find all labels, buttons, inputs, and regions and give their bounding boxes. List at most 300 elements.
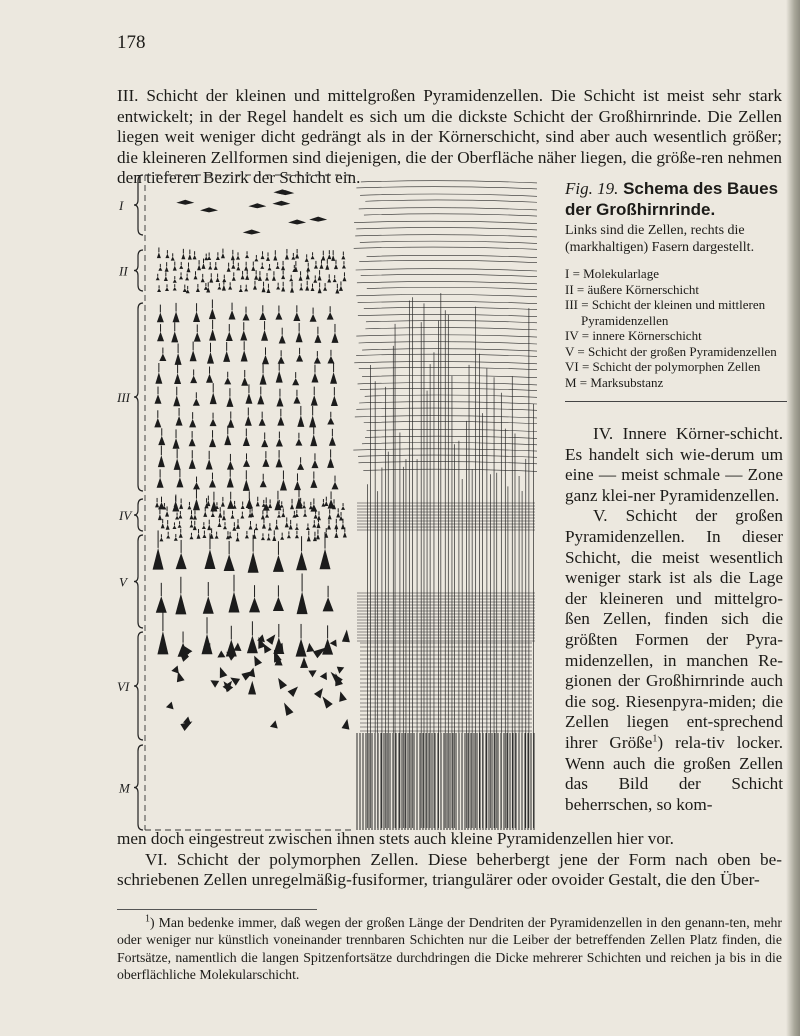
tangential-fiber bbox=[360, 194, 537, 196]
pyramidal-cell bbox=[221, 501, 225, 506]
pyramidal-cell bbox=[273, 555, 284, 572]
pyramidal-cell bbox=[281, 274, 285, 279]
pyramidal-cell bbox=[181, 253, 185, 259]
pyramidal-cell bbox=[334, 264, 338, 269]
pyramidal-cell bbox=[330, 372, 337, 384]
pyramidal-cell bbox=[217, 522, 221, 527]
pyramidal-cell bbox=[306, 273, 310, 279]
tangential-fiber bbox=[356, 187, 537, 189]
pyramidal-cell bbox=[341, 506, 345, 510]
pyramidal-cell bbox=[176, 553, 187, 569]
horizontal-cell bbox=[243, 230, 261, 235]
pyramidal-cell bbox=[158, 514, 162, 520]
pyramidal-cell bbox=[262, 458, 269, 467]
tangential-fiber bbox=[356, 408, 537, 410]
layer-label-vi: VI bbox=[117, 679, 130, 694]
polymorphic-cell bbox=[216, 665, 227, 678]
pyramidal-cell bbox=[309, 415, 316, 427]
pyramidal-cell bbox=[227, 267, 231, 272]
pyramidal-cell bbox=[297, 463, 304, 470]
pyramidal-cell bbox=[188, 254, 192, 260]
pyramidal-cell bbox=[253, 285, 257, 290]
layer-brace bbox=[134, 499, 143, 531]
pyramidal-cell bbox=[310, 314, 317, 322]
pyramidal-cell bbox=[254, 274, 258, 279]
layer-label-i: I bbox=[119, 198, 124, 213]
pyramidal-cell bbox=[173, 266, 177, 271]
tangential-fiber bbox=[356, 228, 537, 230]
pyramidal-cell bbox=[261, 514, 265, 519]
pyramidal-cell bbox=[261, 439, 268, 447]
pyramidal-cell bbox=[165, 254, 169, 258]
pyramidal-cell bbox=[259, 312, 266, 320]
pyramidal-cell bbox=[209, 277, 213, 282]
pyramidal-cell bbox=[290, 287, 294, 293]
figure-caption bbox=[565, 178, 790, 390]
polymorphic-cell bbox=[233, 642, 241, 651]
pyramidal-cell bbox=[245, 274, 249, 279]
pyramidal-cell bbox=[327, 417, 334, 424]
polymorphic-cell bbox=[275, 676, 287, 689]
pyramidal-cell bbox=[190, 376, 197, 384]
pyramidal-cell bbox=[343, 532, 347, 538]
pyramidal-cell bbox=[297, 592, 308, 615]
intro-paragraph: III. Schicht der kleinen und mittelgroßen Pyramidenzellen. Die Schicht ist meist sehr stark entwickelt; in der Regel handelt es sich um die dickste Schicht der Großhirnrinde. Die Zellen liegen weit weniger dicht gedrängt als in der Körnerschicht, sind aber auch wesentlich größer; die kleineren Zellformen sind diejenigen, die der Oberfläche näher liegen, die größe-ren nehmen den tieferen Bezirk der Schicht ein. bbox=[117, 86, 782, 188]
pyramidal-cell bbox=[289, 524, 293, 529]
footnote-text: ) Man bedenke immer, daß wegen der großen Länge der Dendriten der Pyramidenzellen in den genann-ten, mehr oder weniger nur künstlich voneinander trennbaren Schichten nur die Leiber der betreffenden Zellen Platz finden, die Fortsätze, namentlich die langen Spitzenfortsätze durchdringen die Dicke mehrerer Schichten und reichen ja bis in die oberflächliche Molekularschicht. bbox=[117, 915, 782, 982]
pyramidal-cell bbox=[241, 505, 245, 509]
tangential-fiber bbox=[364, 214, 537, 216]
pyramidal-cell bbox=[262, 355, 269, 364]
pyramidal-cell bbox=[209, 308, 216, 319]
pyramidal-cell bbox=[299, 275, 303, 280]
pyramidal-cell bbox=[229, 310, 236, 319]
pyramidal-cell bbox=[327, 254, 331, 259]
pyramidal-cell bbox=[224, 377, 231, 384]
pyramidal-cell bbox=[289, 278, 293, 282]
polymorphic-cell bbox=[334, 663, 344, 673]
pyramidal-cell bbox=[290, 503, 294, 509]
pyramidal-cell bbox=[204, 286, 208, 290]
pyramidal-cell bbox=[202, 634, 213, 655]
layer-brace bbox=[134, 745, 143, 830]
pyramidal-cell bbox=[197, 533, 201, 538]
pyramidal-cell bbox=[174, 537, 178, 541]
pyramidal-cell bbox=[295, 526, 299, 530]
pyramidal-cell bbox=[161, 523, 165, 528]
layer-brace bbox=[134, 632, 143, 740]
pyramidal-cell bbox=[268, 267, 272, 271]
pyramidal-cell bbox=[203, 596, 214, 614]
pyramidal-cell bbox=[305, 285, 309, 290]
pyramidal-cell bbox=[153, 548, 164, 570]
figure-description: Links sind die Zellen, rechts die (markhaltigen) Fasern dargestellt. bbox=[565, 223, 755, 255]
pyramidal-cell bbox=[208, 265, 212, 269]
layer-braces bbox=[134, 175, 143, 830]
pyramidal-cell bbox=[224, 554, 235, 571]
pyramidal-cell bbox=[157, 288, 161, 292]
pyramidal-cell bbox=[194, 275, 198, 280]
pyramidal-cell bbox=[165, 511, 169, 517]
pyramidal-cell bbox=[341, 255, 345, 259]
tangential-fiber bbox=[356, 335, 537, 337]
pyramidal-cell bbox=[227, 499, 234, 509]
polymorphic-cell bbox=[342, 629, 351, 642]
pyramidal-cell bbox=[258, 275, 262, 280]
pyramidal-cell bbox=[285, 254, 289, 260]
pyramidal-cell bbox=[311, 373, 318, 383]
figure-label: Fig. 19. bbox=[565, 179, 619, 198]
pyramidal-cell bbox=[179, 533, 183, 538]
pyramidal-cell bbox=[175, 516, 179, 520]
pyramidal-cell bbox=[266, 256, 270, 261]
pyramidal-cell bbox=[314, 264, 318, 268]
pyramidal-cell bbox=[156, 596, 167, 613]
pyramidal-cell bbox=[221, 253, 225, 258]
pyramidal-cell bbox=[207, 352, 214, 364]
pyramidal-cell bbox=[228, 286, 232, 290]
tangential-fiber bbox=[367, 255, 537, 257]
pyramidal-cell bbox=[154, 418, 161, 428]
horizontal-cell bbox=[272, 201, 290, 206]
page-number: 178 bbox=[117, 32, 146, 53]
pyramidal-cell bbox=[294, 481, 301, 490]
layer-brace bbox=[134, 175, 143, 235]
pyramidal-cell bbox=[299, 286, 303, 290]
pyramidal-cell bbox=[314, 514, 318, 519]
pyramidal-cell bbox=[265, 514, 269, 518]
pyramidal-cell bbox=[207, 256, 211, 260]
polymorphic-cell bbox=[220, 679, 233, 692]
pyramidal-cell bbox=[243, 479, 250, 490]
pyramidal-cell bbox=[276, 265, 280, 269]
legend-item: I = Molekularlage bbox=[565, 266, 659, 281]
pyramidal-cell bbox=[307, 535, 311, 541]
legend-item: II = äußere Körnerschicht bbox=[565, 281, 700, 297]
pyramidal-cell bbox=[275, 312, 282, 320]
pyramidal-cell bbox=[158, 267, 162, 271]
tangential-fiber bbox=[365, 200, 537, 202]
pyramidal-cell bbox=[276, 397, 283, 407]
polymorphic-cell bbox=[208, 677, 219, 688]
footnote bbox=[117, 914, 782, 983]
pyramidal-cell bbox=[311, 395, 318, 406]
tangential-fiber bbox=[362, 349, 537, 351]
polymorphic-cell bbox=[166, 701, 176, 710]
pyramidal-cell bbox=[230, 514, 234, 518]
pyramidal-cell bbox=[335, 288, 339, 293]
pyramidal-cell bbox=[313, 279, 317, 283]
pyramidal-cell bbox=[251, 266, 255, 271]
cortex-schema-figure bbox=[117, 173, 542, 833]
pyramidal-cell bbox=[222, 285, 226, 291]
pyramidal-cell bbox=[280, 536, 284, 540]
pyramidal-cell bbox=[245, 534, 249, 538]
pyramidal-cell bbox=[285, 522, 289, 528]
pyramidal-cell bbox=[247, 635, 258, 653]
pyramidal-cell bbox=[287, 534, 291, 538]
tangential-fiber bbox=[363, 469, 537, 471]
pyramidal-cell bbox=[333, 278, 337, 282]
pyramidal-cell bbox=[261, 330, 268, 341]
pyramidal-cell bbox=[209, 329, 216, 341]
pyramidal-cell bbox=[245, 254, 249, 258]
pyramidal-cell bbox=[203, 512, 207, 517]
tangential-fiber bbox=[366, 321, 537, 323]
pyramidal-cell bbox=[206, 459, 213, 469]
pyramidal-cell bbox=[297, 415, 304, 427]
pyramidal-cell bbox=[268, 503, 272, 508]
pyramidal-cell bbox=[202, 525, 206, 529]
tangential-fiber bbox=[364, 421, 537, 423]
pyramidal-cell bbox=[277, 416, 284, 425]
pyramidal-cell bbox=[273, 255, 277, 261]
pyramidal-cell bbox=[257, 394, 264, 404]
pyramidal-cell bbox=[215, 535, 219, 539]
pyramidal-cell bbox=[272, 535, 276, 541]
pyramidal-cell bbox=[197, 265, 201, 271]
cortex-schema-drawing bbox=[117, 173, 542, 833]
pyramidal-cell bbox=[325, 264, 329, 270]
tangential-fiber bbox=[358, 301, 537, 303]
pyramidal-cell bbox=[314, 357, 321, 364]
polymorphic-cell bbox=[330, 638, 340, 647]
pyramidal-cell bbox=[249, 597, 260, 612]
pyramidal-cell bbox=[227, 419, 234, 428]
layer-label-v: V bbox=[119, 574, 127, 590]
pyramidal-cell bbox=[173, 287, 177, 291]
pyramidal-cell bbox=[190, 524, 194, 528]
pyramidal-cell bbox=[241, 275, 245, 280]
pyramidal-cell bbox=[324, 501, 328, 506]
pyramidal-cell bbox=[223, 525, 227, 529]
pyramidal-cell bbox=[262, 286, 266, 292]
pyramidal-cell bbox=[223, 351, 230, 362]
pyramidal-cell bbox=[201, 263, 205, 269]
tangential-fiber bbox=[365, 436, 537, 438]
pyramidal-cell bbox=[202, 534, 206, 538]
pyramidal-cell bbox=[173, 395, 180, 406]
tangential-fiber bbox=[354, 221, 537, 223]
pyramidal-cell bbox=[302, 505, 306, 509]
pyramidal-cell bbox=[291, 256, 295, 260]
legend-item: M = Marksubstanz bbox=[565, 374, 664, 390]
pyramidal-cell bbox=[329, 436, 336, 445]
polymorphic-cell bbox=[280, 701, 293, 716]
pyramidal-cell bbox=[268, 526, 272, 530]
pyramidal-cell bbox=[224, 434, 231, 445]
pyramidal-cell bbox=[236, 537, 240, 542]
horizontal-cell bbox=[200, 207, 218, 212]
pyramidal-cell bbox=[158, 436, 165, 445]
pyramidal-cell bbox=[178, 524, 182, 528]
pyramidal-cell bbox=[327, 524, 331, 529]
tangential-fiber bbox=[365, 395, 537, 397]
pyramidal-cell bbox=[265, 276, 269, 280]
pyramidal-cell bbox=[303, 513, 307, 517]
pyramidal-cell bbox=[232, 276, 236, 281]
pyramidal-cell bbox=[327, 312, 334, 319]
pyramidal-cell bbox=[273, 597, 284, 611]
pyramidal-cell bbox=[280, 479, 287, 490]
layer-label-m: M bbox=[119, 780, 130, 796]
pyramidal-cell bbox=[311, 460, 318, 468]
footnote-rule bbox=[117, 909, 317, 910]
pyramidal-cell bbox=[314, 334, 321, 343]
pyramidal-cell bbox=[196, 288, 200, 292]
pyramidal-cell bbox=[158, 455, 165, 467]
pyramidal-cell bbox=[232, 526, 236, 531]
pyramidal-cell bbox=[216, 256, 220, 260]
pyramidal-cell bbox=[179, 503, 183, 509]
pyramidal-cell bbox=[166, 535, 170, 539]
pyramidal-cell bbox=[236, 523, 240, 528]
pyramidal-cell bbox=[342, 276, 346, 281]
tangential-fiber bbox=[355, 416, 537, 418]
pyramidal-cell bbox=[231, 264, 235, 269]
pyramidal-cell bbox=[318, 275, 322, 281]
pyramidal-cell bbox=[193, 312, 200, 322]
polymorphic-cell bbox=[305, 642, 314, 652]
legend-item: V = Schicht der großen Pyramidenzellen bbox=[565, 343, 777, 359]
paragraph-layer-v bbox=[565, 506, 783, 815]
paragraph-layer-iv: IV. Innere Körner-schicht. Es handelt sich wie-derum um eine — meist schmale — Zone ganz klei-ner Pyramidenzellen. bbox=[565, 424, 783, 505]
legend-item: VI = Schicht der polymorphen Zellen bbox=[565, 359, 761, 374]
pyramidal-cell bbox=[176, 477, 183, 487]
pyramidal-cell bbox=[262, 523, 266, 528]
pyramidal-cell bbox=[306, 526, 310, 530]
tangential-fiber bbox=[356, 269, 537, 271]
tangential-fiber bbox=[359, 260, 537, 262]
horizontal-cell bbox=[248, 203, 266, 208]
pyramidal-cell bbox=[157, 478, 164, 488]
pyramidal-cell bbox=[334, 532, 338, 538]
pyramidal-cell bbox=[189, 419, 196, 427]
pyramidal-cell bbox=[311, 287, 315, 291]
polymorphic-cell bbox=[247, 667, 257, 678]
pyramidal-cell bbox=[310, 479, 317, 488]
pyramidal-cell bbox=[211, 513, 215, 517]
footnote-mark: 1 bbox=[145, 913, 150, 925]
pyramidal-cell bbox=[190, 350, 197, 361]
pyramidal-cell bbox=[276, 458, 283, 468]
pyramidal-cell bbox=[295, 438, 302, 445]
pyramidal-cell bbox=[210, 392, 217, 404]
pyramidal-cell bbox=[164, 276, 168, 281]
pyramidal-cell bbox=[244, 266, 248, 271]
pyramidal-cell bbox=[244, 288, 248, 292]
pyramidal-cell bbox=[210, 419, 217, 426]
pyramidal-cell bbox=[296, 551, 307, 570]
pyramidal-cell bbox=[157, 312, 164, 322]
fiber-column bbox=[353, 181, 537, 830]
polymorphic-cell bbox=[288, 684, 301, 697]
pyramidal-cell bbox=[194, 332, 201, 342]
tangential-fiber bbox=[361, 274, 537, 276]
layer-brace bbox=[134, 250, 143, 291]
pyramidal-cell bbox=[222, 515, 226, 520]
pyramidal-cell bbox=[179, 265, 183, 269]
footnote-ref: 1 bbox=[652, 733, 658, 745]
pyramidal-cell bbox=[320, 549, 331, 570]
pyramidal-cell bbox=[236, 266, 240, 270]
pyramidal-cell bbox=[332, 482, 339, 490]
polymorphic-cell bbox=[319, 694, 333, 709]
pyramidal-cell bbox=[312, 523, 316, 527]
layer-v-text-end: ) rela-tiv locker. Wenn auch die großen Zellen das Bild der Schicht beherrschen, so kom- bbox=[565, 732, 783, 814]
pyramidal-cell bbox=[156, 277, 160, 281]
pyramidal-cell bbox=[174, 458, 181, 470]
pyramidal-cell bbox=[175, 593, 186, 614]
pyramidal-cell bbox=[295, 513, 299, 517]
pyramidal-cell bbox=[187, 505, 191, 509]
pyramidal-cell bbox=[254, 258, 258, 262]
pyramidal-cell bbox=[216, 277, 220, 282]
pyramidal-cell bbox=[159, 354, 166, 361]
pyramidal-cell bbox=[293, 312, 300, 321]
pyramidal-cell bbox=[272, 275, 276, 280]
pyramidal-cell bbox=[259, 418, 266, 426]
tangential-fiber bbox=[358, 314, 537, 316]
tangential-fiber bbox=[359, 342, 537, 344]
pyramidal-cell bbox=[176, 416, 183, 426]
pyramidal-cell bbox=[166, 524, 170, 529]
tangential-fiber bbox=[367, 287, 537, 289]
tangential-fiber bbox=[365, 328, 537, 330]
pyramidal-cell bbox=[189, 438, 196, 446]
pyramidal-cell bbox=[157, 332, 164, 342]
pyramidal-cell bbox=[155, 372, 162, 384]
pyramidal-cell bbox=[218, 512, 222, 518]
pyramidal-cell bbox=[171, 257, 175, 261]
continuation-line: men doch eingestreut zwischen ihnen stets auch kleine Pyramidenzellen hier vor. bbox=[117, 829, 674, 848]
pyramidal-cell bbox=[190, 514, 194, 519]
layer-brace bbox=[134, 303, 143, 491]
tangential-fiber bbox=[359, 367, 537, 369]
pyramidal-cell bbox=[209, 438, 216, 447]
paragraph-layer-vi: VI. Schicht der polymorphen Zellen. Diese beherbergt jene der Form nach oben be-schriebenen Zellen unregelmäßig-fusiformer, triangulärer oder ovoider Gestalt, die den Über- bbox=[117, 849, 782, 890]
pyramidal-cell bbox=[240, 330, 247, 340]
pyramidal-cell bbox=[292, 378, 299, 385]
pyramidal-cell bbox=[276, 438, 283, 446]
tangential-fiber bbox=[354, 362, 537, 364]
cell-column bbox=[153, 189, 352, 731]
layer-brace bbox=[134, 535, 143, 628]
pyramidal-cell bbox=[179, 275, 183, 279]
polymorphic-cell bbox=[248, 681, 256, 695]
pyramidal-cell bbox=[243, 313, 250, 321]
tangential-fiber bbox=[359, 462, 537, 464]
pyramidal-cell bbox=[193, 514, 197, 519]
pyramidal-cell bbox=[309, 505, 313, 509]
pyramidal-cell bbox=[322, 638, 333, 654]
pyramidal-cell bbox=[331, 332, 338, 343]
pyramidal-cell bbox=[327, 356, 334, 364]
layer-label-iv: IV bbox=[119, 508, 132, 523]
pyramidal-cell bbox=[278, 356, 285, 363]
pyramidal-cell bbox=[296, 354, 303, 362]
pyramidal-cell bbox=[276, 286, 280, 290]
pyramidal-cell bbox=[295, 253, 299, 258]
pyramidal-cell bbox=[189, 458, 196, 468]
pyramidal-cell bbox=[248, 552, 259, 573]
pyramidal-cell bbox=[316, 534, 320, 540]
polymorphic-cell bbox=[337, 690, 347, 702]
pyramidal-cell bbox=[328, 514, 332, 520]
pyramidal-cell bbox=[165, 266, 169, 271]
polymorphic-cell bbox=[266, 632, 279, 645]
pyramidal-cell bbox=[323, 597, 334, 611]
